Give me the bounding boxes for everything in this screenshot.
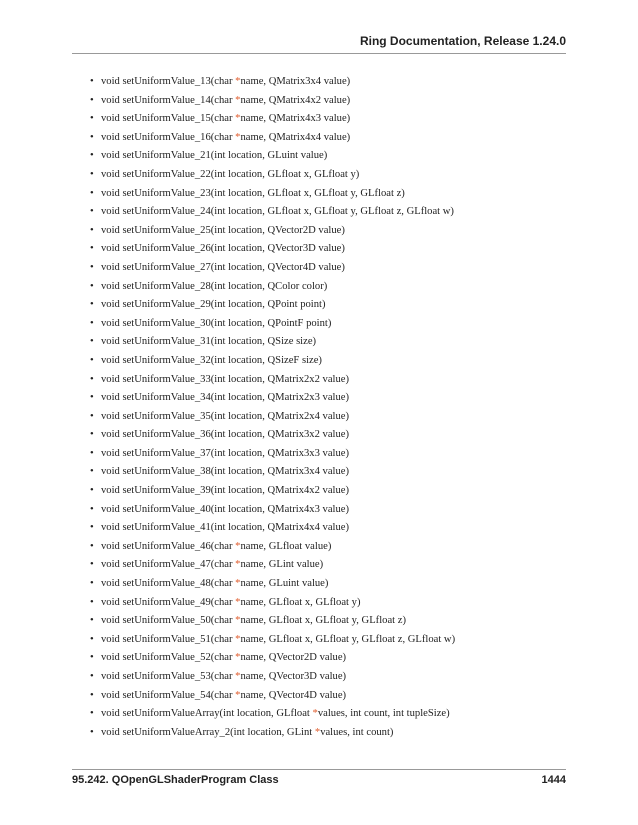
pointer-asterisk: * [235, 689, 241, 701]
method-signature [101, 446, 349, 462]
bullet-icon: • [90, 429, 94, 441]
method-signature [101, 111, 350, 127]
signature-text: void setUniformValue_54(char [101, 689, 236, 701]
signature-text: name, GLuint value) [240, 578, 329, 590]
signature-text: void setUniformValue_53(char [101, 671, 236, 682]
method-signature [101, 725, 393, 741]
method-signature [101, 353, 322, 369]
method-signature [101, 260, 345, 276]
method-signature [101, 576, 328, 592]
signature-text: name, QVector4D value) [240, 689, 347, 701]
bullet-icon: • [90, 466, 94, 478]
method-signature [101, 409, 349, 425]
signature-text: void setUniformValue_24(int location, GLfloat x, GLfloat y, GLfloat z, GLfloat w) [101, 206, 454, 218]
bullet-icon: • [90, 113, 94, 125]
signature-text: void setUniformValue_52(char [101, 652, 236, 664]
signature-text: void setUniformValue_25(int location, QVector2D value) [101, 224, 345, 236]
signature-text: name, GLfloat x, GLfloat y) [240, 596, 361, 608]
bullet-icon: • [90, 150, 94, 162]
signature-text: name, GLfloat value) [240, 540, 332, 552]
signature-text: void setUniformValue_32(int location, QSizeF size) [101, 354, 322, 366]
signature-text: name, GLfloat x, GLfloat y, GLfloat z, GLfloat w) [240, 633, 456, 645]
bullet-icon: • [90, 206, 94, 218]
bullet-icon: • [90, 224, 94, 236]
bullet-icon: • [90, 317, 94, 329]
bullet-icon: • [90, 708, 94, 720]
bullet-icon: • [90, 652, 94, 664]
method-signature [101, 316, 331, 332]
bullet-icon: • [90, 168, 94, 180]
footer-section-title: 95.242. QOpenGLShaderProgram Class [72, 774, 279, 786]
bullet-icon: • [90, 726, 94, 738]
pointer-asterisk: * [235, 113, 241, 125]
method-signature [101, 688, 346, 704]
pointer-asterisk: * [312, 708, 318, 720]
method-signature [101, 93, 350, 109]
method-signature [101, 650, 346, 666]
method-signature [101, 167, 359, 183]
bullet-icon: • [90, 633, 94, 645]
pointer-asterisk: * [235, 633, 241, 645]
signature-text: void setUniformValueArray(int location, GLfloat [101, 708, 313, 720]
bullet-icon: • [90, 447, 94, 459]
header-divider [72, 53, 566, 54]
signature-text: void setUniformValue_30(int location, QPointF point) [101, 317, 332, 329]
pointer-asterisk: * [235, 76, 241, 87]
signature-text: values, int count, int tupleSize) [317, 708, 450, 720]
method-signature [101, 464, 349, 480]
signature-text: void setUniformValue_47(char [101, 559, 236, 571]
method-signature [101, 130, 350, 146]
method-signature [101, 706, 450, 722]
method-signature [101, 427, 349, 443]
bullet-icon: • [90, 336, 94, 348]
signature-text: void setUniformValue_37(int location, QMatrix3x3 value) [101, 447, 350, 459]
method-signature [101, 539, 331, 555]
signature-text: void setUniformValue_23(int location, GLfloat x, GLfloat y, GLfloat z) [101, 187, 405, 199]
signature-text: void setUniformValue_51(char [101, 633, 236, 645]
bullet-icon: • [90, 522, 94, 534]
method-signature [101, 669, 346, 685]
bullet-icon: • [90, 243, 94, 255]
pointer-asterisk: * [235, 94, 241, 106]
bullet-icon: • [90, 261, 94, 273]
bullet-icon: • [90, 373, 94, 385]
signature-text: void setUniformValue_33(int location, QMatrix2x2 value) [101, 373, 350, 385]
signature-text: void setUniformValue_21(int location, GLuint value) [101, 150, 328, 162]
signature-text: void setUniformValue_50(char [101, 615, 236, 627]
bullet-icon: • [90, 94, 94, 106]
method-signature [101, 613, 406, 629]
signature-text: name, GLint value) [240, 559, 324, 571]
pointer-asterisk: * [235, 652, 241, 664]
method-signature [101, 595, 360, 611]
signature-text: void setUniformValue_28(int location, QColor color) [101, 280, 328, 292]
bullet-icon: • [90, 615, 94, 627]
method-signature [101, 334, 316, 350]
signature-text: void setUniformValue_41(int location, QMatrix4x4 value) [101, 522, 350, 534]
signature-text: name, QMatrix4x2 value) [240, 94, 351, 106]
signature-text: void setUniformValue_15(char [101, 113, 236, 125]
page-header-title: Ring Documentation, Release 1.24.0 [359, 34, 566, 48]
pointer-asterisk: * [235, 615, 241, 627]
signature-text: void setUniformValue_34(int location, QMatrix2x3 value) [101, 392, 350, 404]
signature-text: name, QMatrix4x3 value) [240, 113, 351, 125]
signature-text: void setUniformValue_22(int location, GLfloat x, GLfloat y) [101, 168, 360, 180]
bullet-icon: • [90, 540, 94, 552]
bullet-icon: • [90, 392, 94, 404]
pointer-asterisk: * [235, 578, 241, 590]
signature-text: void setUniformValue_27(int location, QVector4D value) [101, 261, 345, 273]
bullet-icon: • [90, 485, 94, 497]
bullet-icon: • [90, 299, 94, 311]
method-signature [101, 557, 323, 573]
bullet-icon: • [90, 559, 94, 571]
signature-text: void setUniformValueArray_2(int location, GLint [101, 726, 315, 738]
signature-text: void setUniformValue_38(int location, QMatrix3x4 value) [101, 466, 350, 478]
bullet-icon: • [90, 76, 94, 87]
bullet-icon: • [90, 578, 94, 590]
bullet-icon: • [90, 187, 94, 199]
signature-text: void setUniformValue_49(char [101, 596, 236, 608]
signature-text: name, QVector3D value) [240, 671, 347, 682]
signature-text: name, GLfloat x, GLfloat y, GLfloat z) [240, 615, 406, 627]
signature-text: void setUniformValue_29(int location, QPoint point) [101, 299, 326, 311]
signature-text: void setUniformValue_13(char [101, 76, 236, 87]
signature-text: void setUniformValue_31(int location, QSize size) [101, 336, 317, 348]
bullet-icon: • [90, 596, 94, 608]
signature-text: void setUniformValue_16(char [101, 131, 236, 143]
bullet-icon: • [90, 354, 94, 366]
method-signature [101, 502, 349, 518]
footer-divider [72, 769, 566, 770]
pointer-asterisk: * [235, 671, 241, 682]
bullet-icon: • [90, 280, 94, 292]
pointer-asterisk: * [235, 131, 241, 143]
signature-text: void setUniformValue_26(int location, QVector3D value) [101, 243, 345, 255]
signature-text: name, QMatrix4x4 value) [240, 131, 351, 143]
method-signature [101, 241, 345, 257]
signature-text: void setUniformValue_40(int location, QMatrix4x3 value) [101, 503, 350, 515]
method-signature [101, 279, 327, 295]
method-signature [101, 520, 349, 536]
method-signature [101, 148, 327, 164]
bullet-icon: • [90, 410, 94, 422]
signature-text: void setUniformValue_14(char [101, 94, 236, 106]
signature-text: name, QVector2D value) [240, 652, 347, 664]
method-signature [101, 632, 455, 648]
method-signature [101, 186, 405, 202]
method-signature [101, 372, 349, 388]
method-signature [101, 390, 349, 406]
signature-text: void setUniformValue_48(char [101, 578, 236, 590]
signature-text: void setUniformValue_46(char [101, 540, 236, 552]
signature-text: name, QMatrix3x4 value) [240, 76, 351, 87]
method-signature [101, 204, 454, 220]
pointer-asterisk: * [314, 726, 321, 738]
bullet-icon: • [90, 671, 94, 682]
bullet-icon: • [90, 503, 94, 515]
bullet-icon: • [90, 689, 94, 701]
pointer-asterisk: * [235, 540, 241, 552]
method-signature [101, 223, 345, 239]
footer-page-number: 1444 [541, 774, 566, 786]
method-signature [101, 74, 350, 90]
signature-text: values, int count) [320, 726, 394, 738]
pointer-asterisk: * [235, 596, 241, 608]
signature-text: void setUniformValue_35(int location, QMatrix2x4 value) [101, 410, 350, 422]
pointer-asterisk: * [235, 559, 241, 571]
signature-text: void setUniformValue_36(int location, QMatrix3x2 value) [101, 429, 350, 441]
bullet-icon: • [90, 131, 94, 143]
method-signature [101, 483, 349, 499]
signature-text: void setUniformValue_39(int location, QMatrix4x2 value) [101, 485, 350, 497]
method-signature [101, 297, 326, 313]
